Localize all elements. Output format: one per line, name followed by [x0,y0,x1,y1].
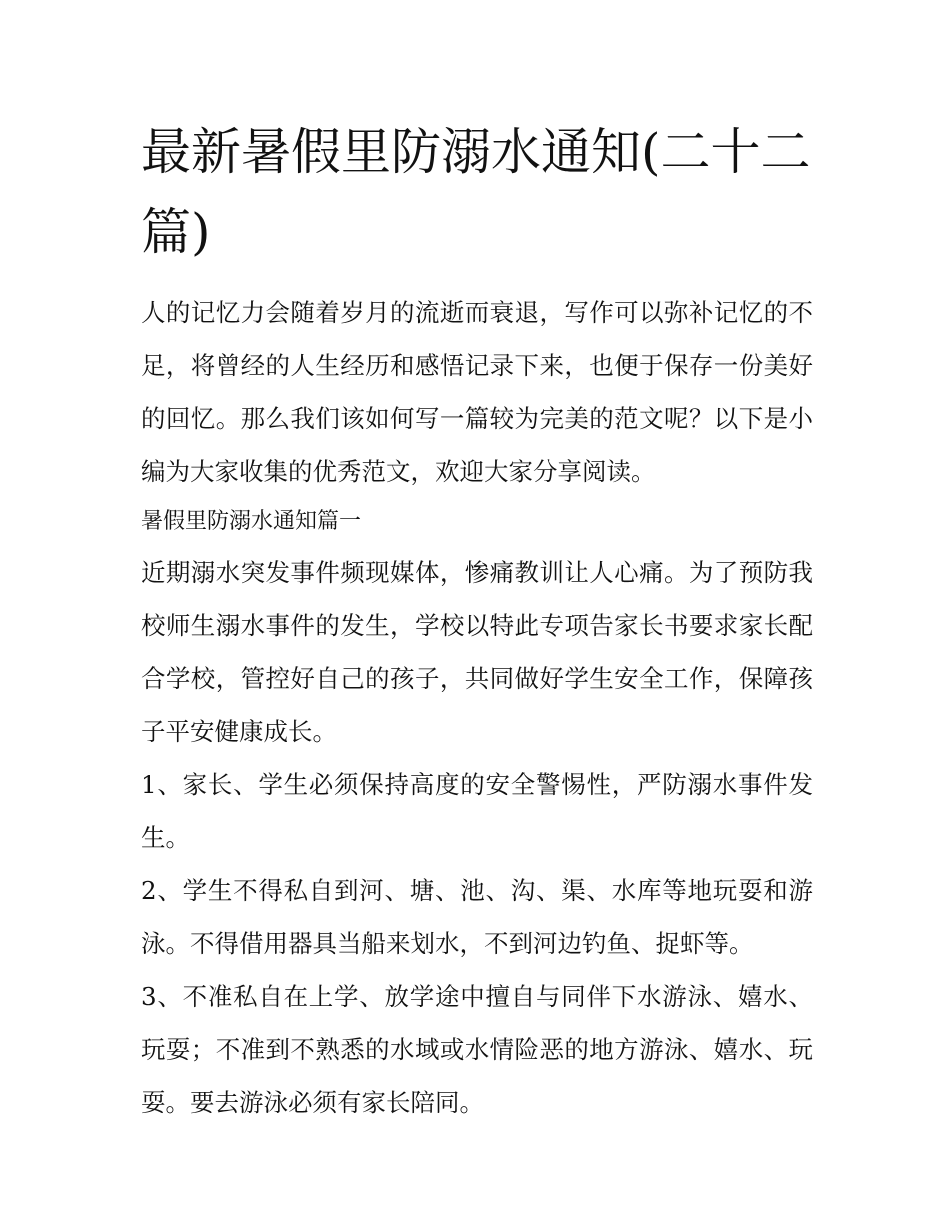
list-item-1: 1、家长、学生必须保持高度的安全警惕性，严防溺水事件发生。 [141,770,813,852]
section-heading: 暑假里防溺水通知篇一 [141,509,362,534]
list-item-2: 2、学生不得私自到河、塘、池、沟、渠、水库等地玩耍和游泳。不得借用器具当船来划水，不到河边钓鱼、捉虾等。 [141,876,813,958]
body-paragraph: 近期溺水突发事件频现媒体，惨痛教训让人心痛。为了预防我校师生溺水事件的发生，学校以特此专项告家长书要求家长配合学校，管控好自己的孩子，共同做好学生安全工作，保障孩子平安健康成长。 [141,558,813,746]
intro-paragraph: 人的记忆力会随着岁月的流逝而衰退，写作可以弥补记忆的不足，将曾经的人生经历和感悟记录下来，也便于保存一份美好的回忆。那么我们该如何写一篇较为完美的范文呢？以下是小编为大家收集的优秀范文，欢迎大家分享阅读。 [141,298,813,486]
document-title: 最新暑假里防溺水通知(二十二篇) [141,123,811,261]
document-content [141,112,813,1129]
list-item-3: 3、不准私自在上学、放学途中擅自与同伴下水游泳、嬉水、玩耍；不准到不熟悉的水域或水情险恶的地方游泳、嬉水、玩耍。要去游泳必须有家长陪同。 [141,982,813,1117]
